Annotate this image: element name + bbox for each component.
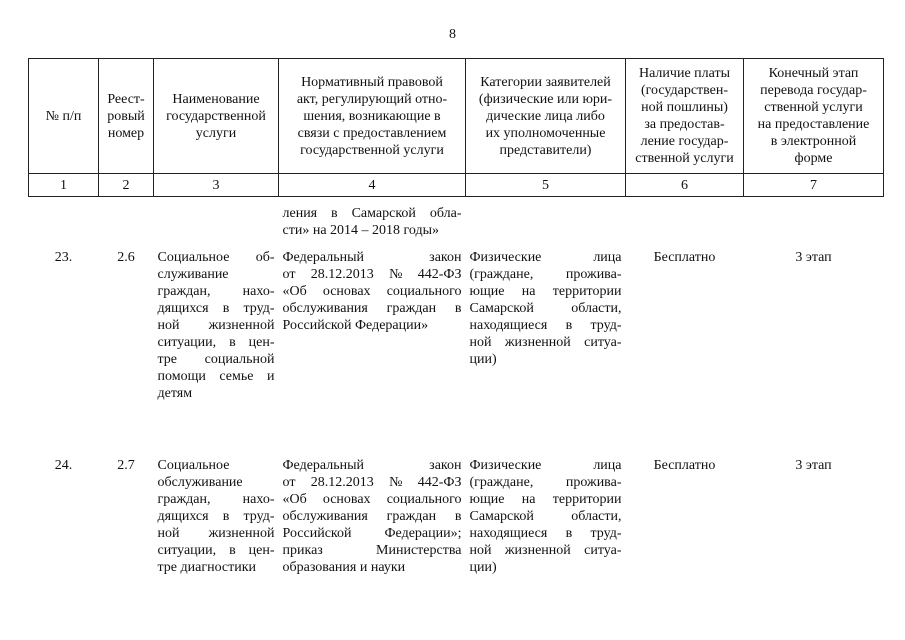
applicant-category: [466, 249, 626, 457]
text-line: на предоставление: [757, 117, 870, 132]
text-line: перевода государ-: [760, 83, 867, 98]
text-line: дические лица либо: [486, 108, 605, 124]
text-line: (граждане, прожива-: [469, 267, 622, 282]
text-line: приказ Министерства: [282, 543, 462, 558]
text-line: представители): [499, 142, 592, 158]
text-line: ной пошлины): [641, 100, 728, 115]
services-register-table: [28, 58, 884, 631]
header-cell-service-name: [154, 59, 279, 174]
applicant-category: [466, 457, 626, 631]
text-line: ной жизненной ситуа-: [469, 335, 622, 350]
text-line: № п/п: [45, 108, 82, 124]
text-line: «Об основах социального: [282, 492, 462, 507]
column-number-row: [29, 174, 884, 197]
text-line: ющие на территории: [469, 284, 622, 299]
text-line: ственной услуги: [635, 151, 734, 166]
continuation-row: [29, 197, 884, 250]
text-line: за предостав-: [644, 117, 725, 132]
text-line: услуги: [195, 125, 237, 141]
text-line: форме: [794, 151, 833, 166]
text-line: сти» на 2014 – 2018 годы»: [282, 223, 440, 238]
text-line: ления в Самарской обла-: [282, 206, 462, 221]
text-line: дящихся в труд-: [157, 509, 275, 524]
text-line: связи с предоставлением: [297, 125, 447, 141]
service-name: [154, 249, 279, 457]
legal-act: [279, 249, 466, 457]
text-line: от 28.12.2013 № 442-ФЗ: [282, 475, 462, 490]
header-cell-registry: [99, 59, 154, 174]
text-line: обслуживания граждан в: [282, 301, 462, 316]
text-line: тре диагностики: [157, 560, 257, 575]
registry-number: 2.6: [117, 250, 135, 265]
text-line: ющие на территории: [469, 492, 622, 507]
row-number: 23.: [54, 250, 73, 265]
header-cell-stage: [744, 59, 884, 174]
text-line: Физические лица: [469, 458, 622, 473]
text-line: образования и науки: [282, 560, 406, 575]
text-line: находящиеся в труд-: [469, 318, 622, 333]
column-number: 7: [744, 174, 884, 197]
table-row: [29, 249, 884, 457]
column-number: 4: [279, 174, 466, 197]
legal-act: [279, 457, 466, 631]
text-line: Российской Федерации»;: [282, 526, 462, 541]
text-line: граждан, нахо-: [157, 284, 275, 299]
text-line: номер: [107, 125, 145, 141]
text-line: «Об основах социального: [282, 284, 462, 299]
text-line: ции): [469, 352, 497, 367]
text-line: Федеральный закон: [282, 250, 462, 265]
text-line: ровый: [107, 108, 145, 124]
text-line: ситуации, в цен-: [157, 543, 275, 558]
text-line: государственной: [166, 108, 266, 124]
conversion-stage: 3 этап: [795, 250, 832, 265]
text-line: (граждане, прожива-: [469, 475, 622, 490]
header-cell-number: [29, 59, 99, 174]
text-line: (физические или юри-: [478, 91, 613, 107]
text-line: ситуации, в цен-: [157, 335, 275, 350]
text-line: Наличие платы: [638, 66, 731, 81]
page-number: 8: [449, 27, 456, 42]
text-line: акт, регулирующий отно-: [296, 91, 448, 107]
column-number: 1: [29, 174, 99, 197]
column-number: 2: [99, 174, 154, 197]
fee-value: Бесплатно: [653, 458, 716, 473]
registry-number: 2.7: [117, 458, 135, 473]
service-name: [154, 457, 279, 631]
text-line: Социальное об-: [157, 250, 275, 265]
column-number: 6: [626, 174, 744, 197]
text-line: шения, возникающие в: [303, 108, 441, 124]
header-row: [29, 59, 884, 174]
text-line: служивание: [157, 267, 229, 282]
text-line: ной жизненной: [157, 318, 275, 333]
text-line: Социальное: [157, 458, 230, 473]
text-line: от 28.12.2013 № 442-ФЗ: [282, 267, 462, 282]
text-line: Наименование: [172, 91, 260, 107]
header-cell-legal-act: [279, 59, 466, 174]
text-line: находящиеся в труд-: [469, 526, 622, 541]
header-cell-fee: [626, 59, 744, 174]
text-line: помощи семье и: [157, 369, 275, 384]
text-line: государственной услуги: [300, 142, 444, 158]
text-line: Федеральный закон: [282, 458, 462, 473]
text-line: (государствен-: [640, 83, 729, 98]
table-row: [29, 457, 884, 631]
text-line: Российской Федерации»: [282, 318, 429, 333]
text-line: дящихся в труд-: [157, 301, 275, 316]
fee-value: Бесплатно: [653, 250, 716, 265]
text-line: Категории заявителей: [480, 74, 611, 90]
text-line: детям: [157, 386, 193, 401]
conversion-stage: 3 этап: [795, 458, 832, 473]
text-line: ной жизненной: [157, 526, 275, 541]
document-sheet: [28, 58, 883, 631]
text-line: Самарской области,: [469, 509, 622, 524]
text-line: их уполномоченные: [485, 125, 606, 141]
text-line: Нормативный правовой: [301, 74, 443, 90]
text-line: тре социальной: [157, 352, 275, 367]
text-line: обслуживания граждан в: [282, 509, 462, 524]
text-line: Конечный этап: [768, 66, 859, 81]
text-line: ции): [469, 560, 497, 575]
text-line: Физические лица: [469, 250, 622, 265]
continued-legal-act-text: [279, 197, 466, 250]
text-line: в электронной: [770, 134, 857, 149]
row-number: 24.: [54, 458, 73, 473]
column-number: 3: [154, 174, 279, 197]
text-line: обслуживание: [157, 475, 243, 490]
text-line: граждан, нахо-: [157, 492, 275, 507]
text-line: Реест-: [107, 91, 145, 107]
header-cell-applicants: [466, 59, 626, 174]
column-number: 5: [466, 174, 626, 197]
text-line: ление государ-: [640, 134, 729, 149]
text-line: ственной услуги: [764, 100, 863, 115]
text-line: ной жизненной ситуа-: [469, 543, 622, 558]
text-line: Самарской области,: [469, 301, 622, 316]
